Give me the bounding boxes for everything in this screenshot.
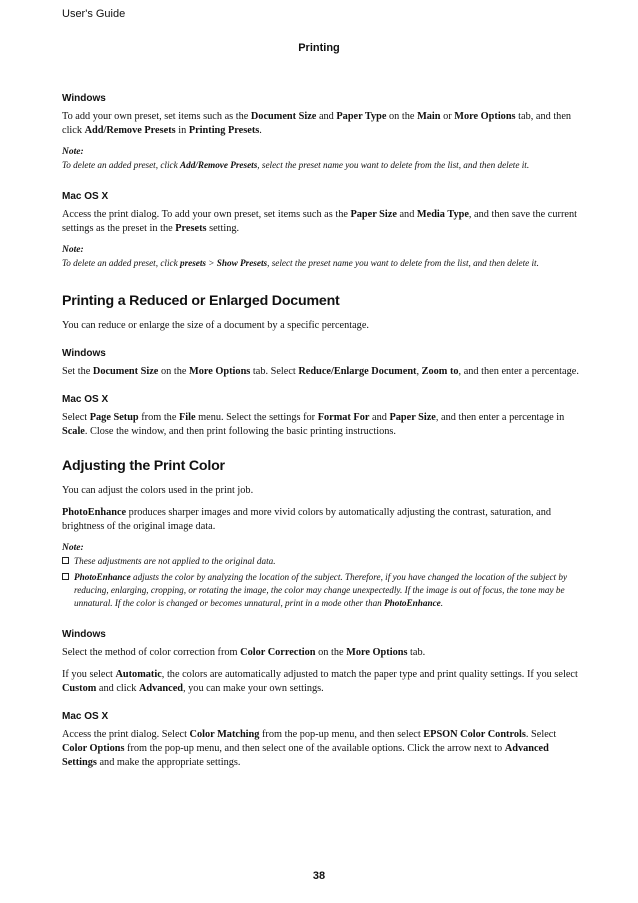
reduce-mac-paragraph: Select Page Setup from the File menu. Select the settings for Format For and Paper Size, and then enter a percentage in Scale. Close the window, and then print following the basic printing instructions. — [62, 412, 565, 437]
mac-heading: Mac OS X — [62, 191, 109, 202]
section-title: Printing — [298, 42, 340, 54]
list-item: PhotoEnhance adjusts the color by analyzing the location of the subject. Therefore, if you have changed the location of the subject by reducing, enlarging, cropping, or rotating the image, the color may change unexpectedly. If the image is out of focus, the tone may be unnatural. If the color is changed or becomes unnatural, print in a mode other than PhotoEnhance. — [62, 571, 582, 610]
color-windows-paragraph-1: Select the method of color correction from Color Correction on the More Options tab. — [62, 647, 426, 658]
note-label: Note: — [62, 543, 84, 553]
reduce-enlarge-title: Printing a Reduced or Enlarged Document — [62, 293, 340, 309]
reduce-windows-paragraph: Set the Document Size on the More Options tab. Select Reduce/Enlarge Document, Zoom to, and then enter a percentage. — [62, 366, 579, 377]
color-mac-paragraph: Access the print dialog. Select Color Matching from the pop-up menu, and then select EPSON Color Controls. Select Color Options from the pop-up menu, and then select one of the available options. Click the arrow next to Advanced Settings and make the appropriate settings. — [62, 729, 557, 768]
mac-heading: Mac OS X — [62, 394, 109, 405]
checkbox-bullet-icon — [62, 557, 69, 564]
adjust-color-intro: You can adjust the colors used in the print job. — [62, 485, 254, 496]
windows-preset-note: To delete an added preset, click Add/Remove Presets, select the preset name you want to delete from the list, and then delete it. — [62, 160, 530, 170]
mac-preset-paragraph: Access the print dialog. To add your own preset, set items such as the Paper Size and Media Type, and then save the current settings as the preset in the Presets setting. — [62, 209, 577, 234]
mac-preset-note: To delete an added preset, click presets > Show Presets, select the preset name you want to delete from the list, and then delete it. — [62, 258, 539, 268]
note-label: Note: — [62, 147, 84, 157]
page-number: 38 — [312, 870, 326, 882]
note-label: Note: — [62, 245, 84, 255]
running-header: User's Guide — [62, 8, 126, 20]
mac-heading: Mac OS X — [62, 711, 109, 722]
color-windows-paragraph-2: If you select Automatic, the colors are automatically adjusted to match the paper type and print quality settings. If you select Custom and click Advanced, you can make your own settings. — [62, 669, 578, 694]
photoenhance-paragraph: PhotoEnhance produces sharper images and more vivid colors by automatically adjusting the contrast, saturation, and brightness of the original image data. — [62, 507, 552, 532]
adjust-color-title: Adjusting the Print Color — [62, 458, 225, 474]
windows-heading: Windows — [62, 629, 106, 640]
checkbox-bullet-icon — [62, 573, 69, 580]
windows-preset-paragraph: To add your own preset, set items such as the Document Size and Paper Type on the Main or More Options tab, and then click Add/Remove Presets in Printing Presets. — [62, 111, 572, 136]
reduce-enlarge-intro: You can reduce or enlarge the size of a document by a specific percentage. — [62, 320, 369, 331]
list-item: These adjustments are not applied to the original data. — [62, 555, 582, 568]
windows-heading: Windows — [62, 348, 106, 359]
page-body — [62, 92, 582, 778]
color-note-list — [62, 555, 582, 610]
windows-heading: Windows — [62, 93, 106, 104]
